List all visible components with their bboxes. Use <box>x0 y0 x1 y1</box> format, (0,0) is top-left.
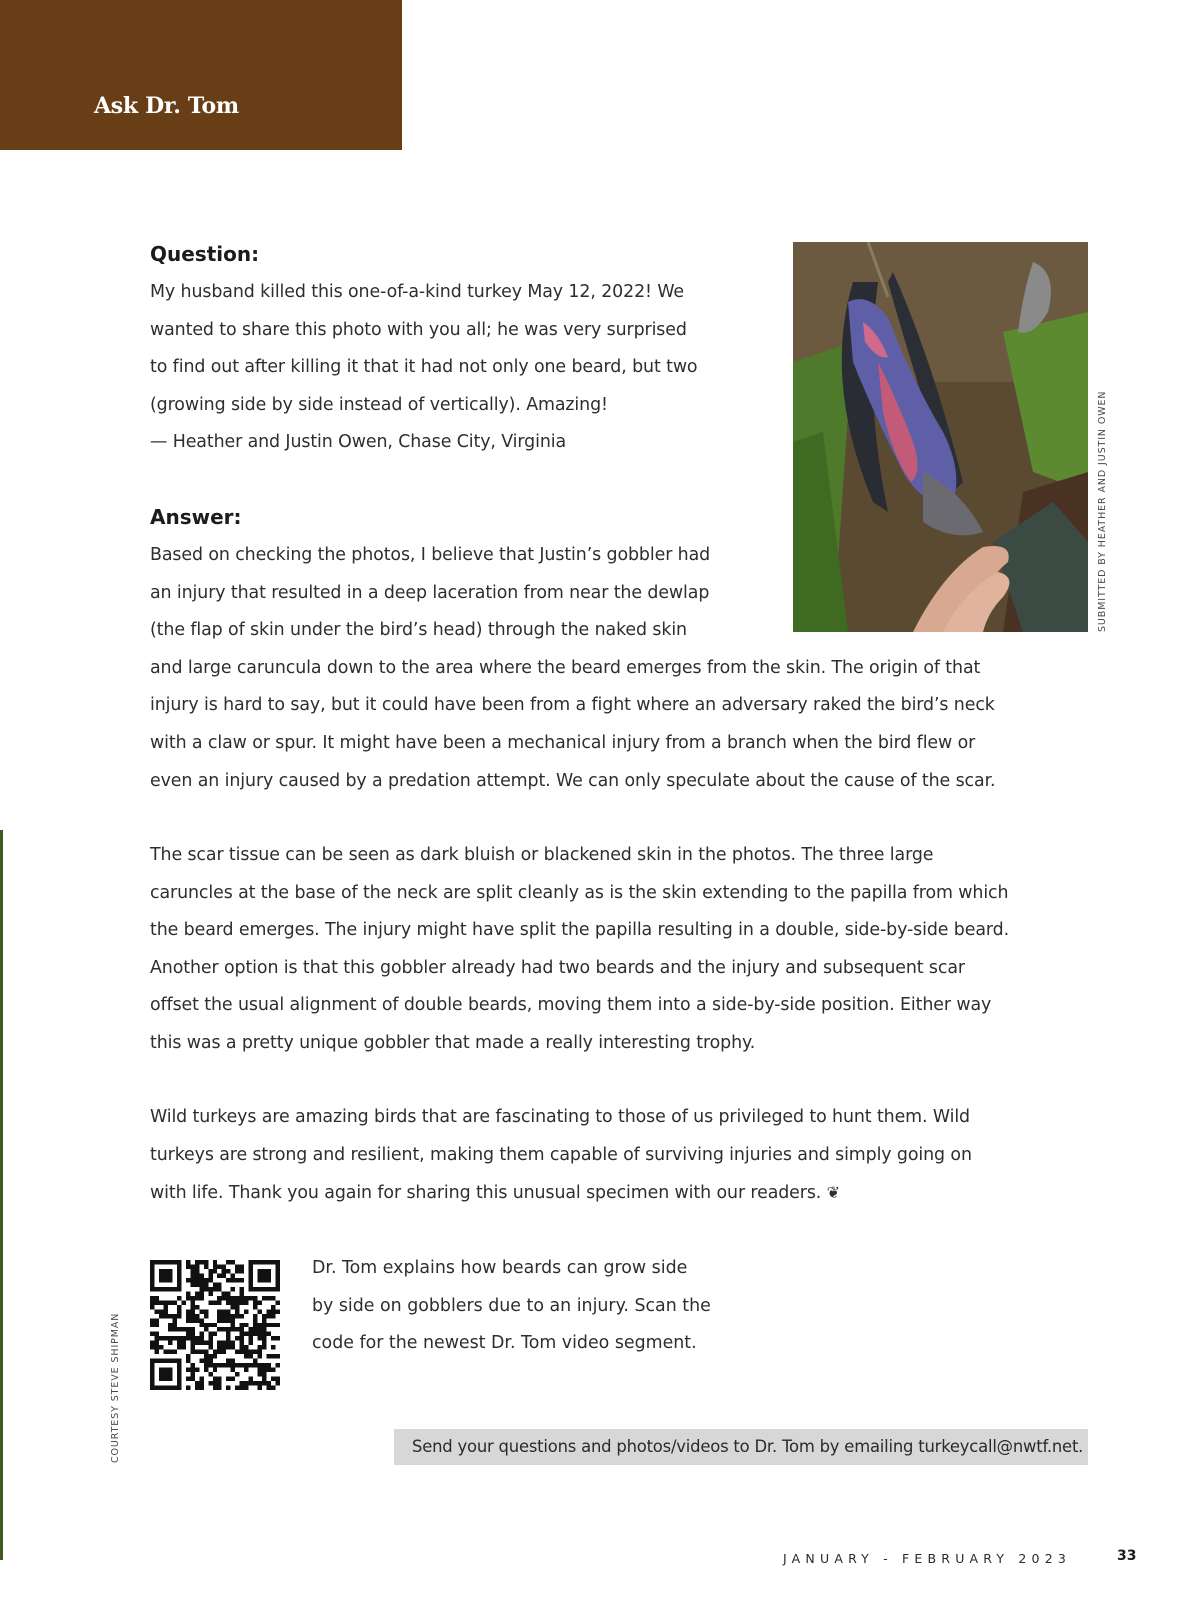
answer-line <box>150 1174 972 1213</box>
answer-line: and large caruncula down to the area where the beard emerges from the skin. The origin of that <box>150 657 981 678</box>
question-body <box>150 274 697 462</box>
question-line: My husband killed this one-of-a-kind turkey May 12, 2022! We <box>150 282 685 302</box>
answer-line: turkeys are strong and resilient, making them capable of surviving injuries and simply going on <box>150 1144 972 1165</box>
answer-line: Another option is that this gobbler already had two beards and the injury and subsequent scar <box>150 957 965 978</box>
answer-line: this was a pretty unique gobbler that made a really interesting trophy. <box>150 1032 756 1053</box>
qr-caption-line: Dr. Tom explains how beards can grow side <box>312 1258 688 1278</box>
section-title: Ask Dr. Tom <box>94 93 239 119</box>
question-line: (growing side by side instead of vertically). Amazing! <box>150 394 608 415</box>
contact-text: Send your questions and photos/videos to Dr. Tom by emailing turkeycall@nwtf.net. <box>412 1437 1084 1456</box>
end-mark-icon: ❦ <box>826 1183 840 1203</box>
page-number: 33 <box>1117 1548 1137 1564</box>
turkey-photo <box>793 242 1088 632</box>
photo-credit: SUBMITTED BY HEATHER AND JUSTIN OWEN <box>1097 390 1108 632</box>
qr-caption-line: code for the newest Dr. Tom video segment. <box>312 1333 697 1354</box>
answer-line: the beard emerges. The injury might have split the papilla resulting in a double, side-by-side beard. <box>150 920 1010 941</box>
question-signature: — Heather and Justin Owen, Chase City, Virginia <box>150 432 567 453</box>
answer-line: caruncles at the base of the neck are split cleanly as is the skin extending to the papilla from which <box>150 882 1009 903</box>
question-line: wanted to share this photo with you all; he was very surprised <box>150 319 687 340</box>
issue-date: JANUARY - FEBRUARY 2023 <box>783 1551 1072 1566</box>
answer-line: an injury that resulted in a deep laceration from near the dewlap <box>150 582 710 603</box>
answer-line: offset the usual alignment of double beards, moving them into a side-by-side position. Either way <box>150 995 992 1016</box>
answer-line: Wild turkeys are amazing birds that are fascinating to those of us privileged to hunt them. Wild <box>150 1107 970 1127</box>
left-edge-strip <box>0 830 3 1560</box>
answer-line: injury is hard to say, but it could have been from a fight where an adversary raked the bird’s neck <box>150 695 995 716</box>
answer-line: (the flap of skin under the bird’s head) through the naked skin <box>150 620 687 641</box>
qr-caption <box>312 1250 711 1363</box>
contact-bar <box>394 1429 1088 1465</box>
qr-caption-line: by side on gobblers due to an injury. Scan the <box>312 1295 711 1316</box>
answer-line: The scar tissue can be seen as dark bluish or blackened skin in the photos. The three large <box>150 845 934 865</box>
question-line: to find out after killing it that it had not only one beard, but two <box>150 357 698 378</box>
answer-line: with a claw or spur. It might have been a mechanical injury from a branch when the bird flew or <box>150 732 976 753</box>
answer-label: Answer: <box>150 505 242 529</box>
section-header-block <box>0 0 402 150</box>
answer-paragraph-3 <box>150 1099 972 1213</box>
answer-line-text: with life. Thank you again for sharing this unusual specimen with our readers. <box>150 1183 822 1204</box>
question-label: Question: <box>150 242 260 266</box>
answer-paragraph-2 <box>150 837 1009 1063</box>
qr-code[interactable] <box>150 1260 280 1390</box>
answer-line: Based on checking the photos, I believe that Justin’s gobbler had <box>150 545 711 565</box>
answer-line: even an injury caused by a predation attempt. We can only speculate about the cause of the scar. <box>150 770 996 791</box>
qr-credit: COURTESY STEVE SHIPMAN <box>110 1312 121 1463</box>
